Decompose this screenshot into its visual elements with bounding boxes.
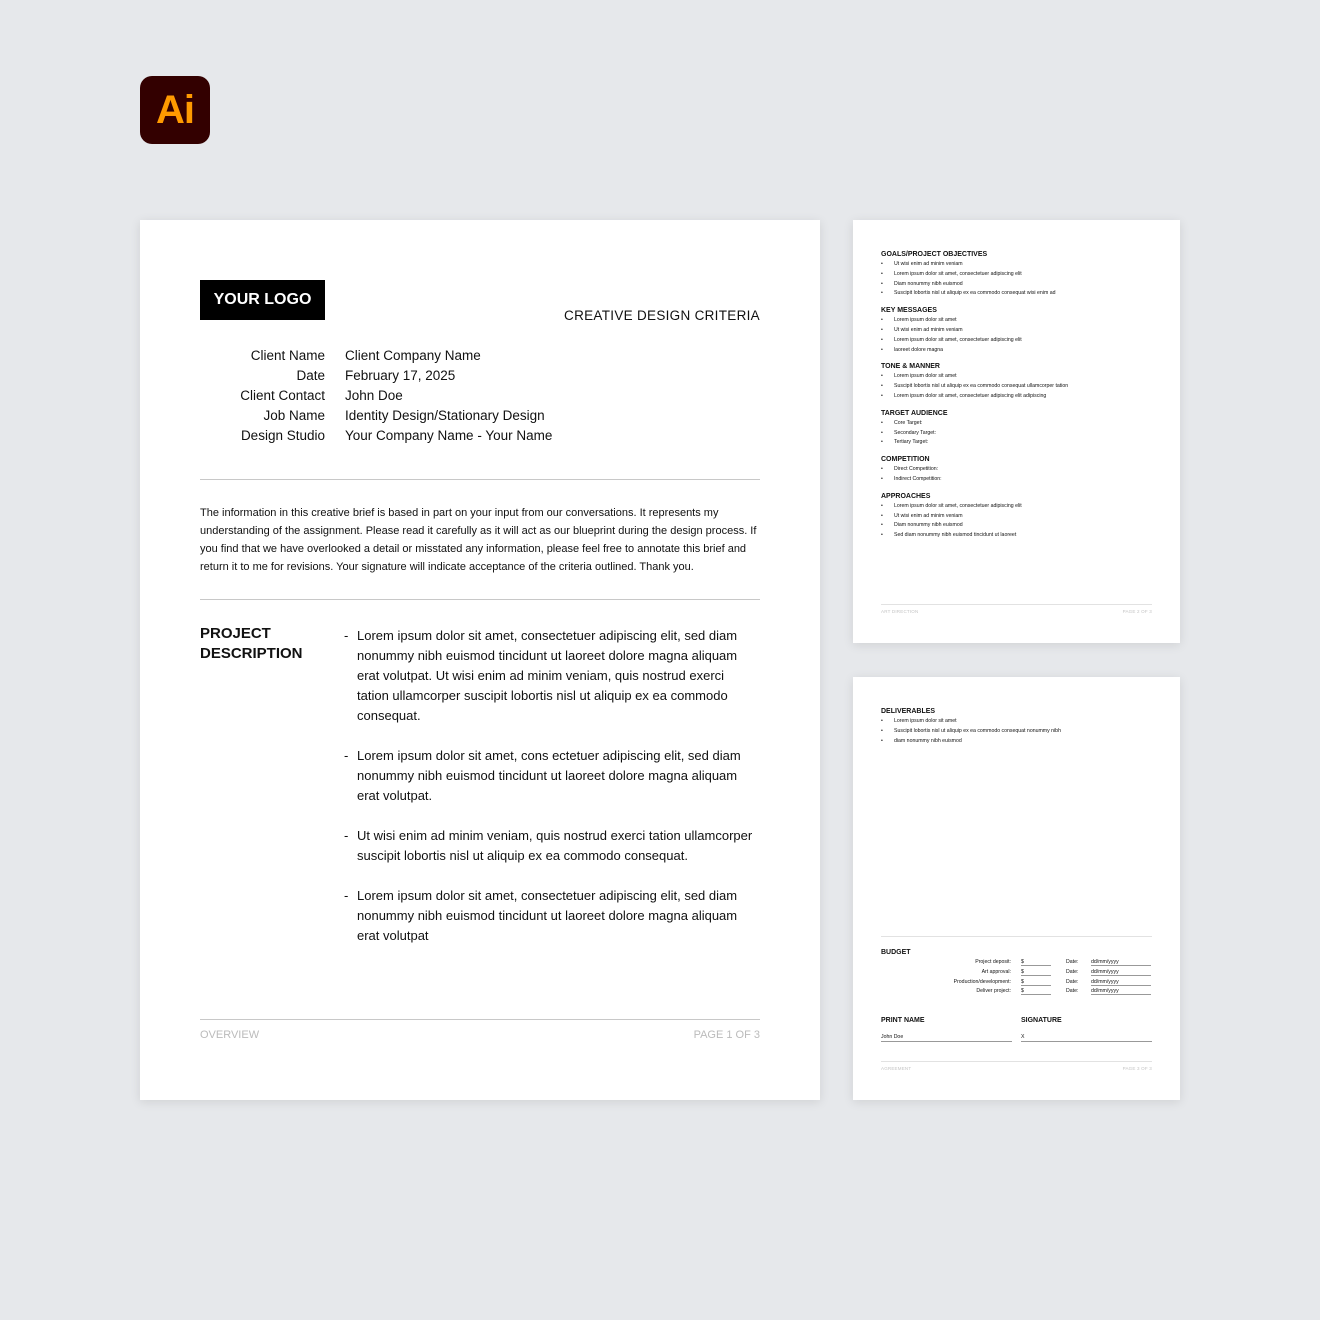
budget-date-label: Date: xyxy=(1066,959,1079,965)
info-label: Job Name xyxy=(263,408,325,423)
budget-date-label: Date: xyxy=(1066,988,1079,995)
section-key-messages xyxy=(881,306,1156,355)
signature-field[interactable]: X xyxy=(1021,1033,1152,1042)
budget-row xyxy=(881,968,1151,978)
list-item: • Secondary Target: xyxy=(881,429,1156,439)
bullet-list xyxy=(881,260,1156,299)
info-row-job-name xyxy=(200,406,552,426)
bullet-list xyxy=(881,316,1156,355)
budget-label: Deliver project: xyxy=(976,988,1011,995)
list-item: - Ut wisi enim ad minim veniam, quis nostrud exerci tation ullamcorper suscipit lobortis nisl ut aliquip ex ea commodo consequat. xyxy=(344,826,756,866)
list-item: • Lorem ipsum dolor sit amet, consectetuer adipiscing elit adipiscing xyxy=(881,392,1156,402)
page-3-agreement xyxy=(853,677,1180,1100)
info-row-design-studio xyxy=(200,426,552,446)
divider xyxy=(200,479,760,480)
divider xyxy=(881,1061,1152,1062)
footer-page-number: PAGE 1 OF 3 xyxy=(693,1029,760,1041)
print-name-heading: PRINT NAME xyxy=(881,1017,925,1024)
info-label: Client Name xyxy=(250,348,325,363)
list-item: • Ut wisi enim ad minim veniam xyxy=(881,512,1156,522)
section-heading: TONE & MANNER xyxy=(881,363,940,371)
list-item: • Lorem ipsum dolor sit amet, consectetuer adipiscing elit xyxy=(881,270,1156,280)
budget-date-label: Date: xyxy=(1066,968,1079,975)
logo-placeholder xyxy=(200,280,325,320)
signature-heading: SIGNATURE xyxy=(1021,1017,1062,1024)
section-heading: TARGET AUDIENCE xyxy=(881,409,948,417)
list-item: - Lorem ipsum dolor sit amet, cons ectetuer adipiscing elit, sed diam nonummy nibh euismod tincidunt ut laoreet dolore magna aliquam erat volutpat. xyxy=(344,746,756,806)
budget-date-field[interactable]: dd/mm/yyyy xyxy=(1091,958,1151,966)
list-item: • Lorem ipsum dolor sit amet, consectetuer adipiscing elit xyxy=(881,336,1156,346)
section-heading: APPROACHES xyxy=(881,492,931,500)
page-footer xyxy=(200,1029,760,1041)
list-item: • Suscipit lobortis nisl ut aliquip ex ea commodo consequat nonummy nibh xyxy=(881,727,1156,737)
info-label: Date xyxy=(296,368,325,383)
list-item: - Lorem ipsum dolor sit amet, consectetuer adipiscing elit, sed diam nonummy nibh euismod tincidunt ut laoreet dolore magna aliquam erat volutpat xyxy=(344,886,756,946)
page-footer xyxy=(881,609,1152,614)
budget-heading: BUDGET xyxy=(881,949,911,956)
section-title-project-description: PROJECT DESCRIPTION xyxy=(200,625,303,662)
budget-date-field[interactable]: dd/mm/yyyy xyxy=(1091,987,1151,995)
section-tone-manner xyxy=(881,362,1156,401)
footer-section-label: ART DIRECTION xyxy=(881,609,919,614)
list-item: - Lorem ipsum dolor sit amet, consectetuer adipiscing elit, sed diam nonummy nibh euismod tincidunt ut laoreet dolore magna aliquam erat volutpat. Ut wisi enim ad minim veniam, quis nostrud exerci tation ullamcorper suscipit lobortis nisl ut aliquip ex ea commodo consequat. xyxy=(344,626,756,726)
info-value: Client Company Name xyxy=(345,348,481,363)
info-value: John Doe xyxy=(345,388,403,403)
budget-label: Art approval: xyxy=(981,968,1011,975)
list-item: • Tertiary Target: xyxy=(881,438,1156,448)
bullet-list xyxy=(881,717,1156,746)
info-label: Design Studio xyxy=(240,428,325,443)
budget-amount-field[interactable]: $ xyxy=(1021,978,1051,986)
client-info-block xyxy=(200,346,552,446)
bullet-list xyxy=(881,419,1156,448)
art-direction-content xyxy=(881,250,1156,548)
divider xyxy=(200,599,760,600)
footer-section-label: OVERVIEW xyxy=(200,1029,260,1041)
list-item: • Ut wisi enim ad minim veniam xyxy=(881,260,1156,270)
list-item: • laoreet dolore magna xyxy=(881,346,1156,356)
list-item: • Diam nonummy nibh euismod xyxy=(881,521,1156,531)
budget-amount-field[interactable]: $ xyxy=(1021,968,1051,976)
app-badge-label: Ai xyxy=(156,87,194,132)
section-heading: GOALS/PROJECT OBJECTIVES xyxy=(881,251,988,258)
list-item: • Indirect Competition: xyxy=(881,475,1156,485)
list-item: • Lorem ipsum dolor sit amet xyxy=(881,316,1156,326)
budget-row xyxy=(881,958,1151,968)
list-item: • Lorem ipsum dolor sit amet xyxy=(881,372,1156,382)
list-item: • Core Target: xyxy=(881,419,1156,429)
info-row-date xyxy=(200,366,552,386)
info-row-client-contact xyxy=(200,386,552,406)
list-item: • Diam nonummy nibh euismod xyxy=(881,280,1156,290)
list-item: • Sed diam nonummy nibh euismod tincidunt ut laoreet xyxy=(881,531,1156,541)
document-title: CREATIVE DESIGN CRITERIA xyxy=(564,308,760,323)
list-item: • Ut wisi enim ad minim veniam xyxy=(881,326,1156,336)
list-item: • Suscipit lobortis nisl ut aliquip ex ea commodo consequat ullamcorper tation xyxy=(881,382,1156,392)
budget-label: Production/development: xyxy=(953,978,1011,985)
list-item: • Lorem ipsum dolor sit amet, consectetuer adipiscing elit xyxy=(881,502,1156,512)
page-1-overview xyxy=(140,220,820,1100)
footer-section-label: AGREEMENT xyxy=(881,1066,912,1071)
section-heading: KEY MESSAGES xyxy=(881,307,937,315)
info-value: Identity Design/Stationary Design xyxy=(345,408,545,423)
section-competition xyxy=(881,455,1156,485)
info-value: February 17, 2025 xyxy=(345,368,456,383)
budget-date-field[interactable]: dd/mm/yyyy xyxy=(1091,978,1151,986)
section-heading: COMPETITION xyxy=(881,456,930,464)
page-2-art-direction xyxy=(853,220,1180,643)
footer-page-number: PAGE 2 OF 3 xyxy=(1122,609,1152,614)
bullet-list xyxy=(881,465,1156,485)
adobe-illustrator-icon xyxy=(140,76,210,144)
section-deliverables xyxy=(881,707,1156,746)
budget-row xyxy=(881,987,1151,997)
section-target-audience xyxy=(881,409,1156,448)
budget-date-label: Date: xyxy=(1066,978,1079,985)
list-item: • Suscipit lobortis nisl ut aliquip ex ea commodo consequat wisi enim ad xyxy=(881,289,1156,299)
page-footer xyxy=(881,1066,1152,1071)
list-item: • diam nonummy nibh euismod xyxy=(881,737,1156,747)
budget-amount-field[interactable]: $ xyxy=(1021,987,1051,995)
intro-paragraph: The information in this creative brief is based in part on your input from our conversations. It represents my understanding of the assignment. Please read it carefully as it will act as our blueprint during the design process. If you find that we have overlooked a detail or misstated any information, please feel free to annotate this brief and return it to me for revisions. Your signature will indicate acceptance of the criteria outlined. Thank you. xyxy=(200,507,757,573)
budget-table xyxy=(881,958,1151,997)
info-row-client-name xyxy=(200,346,552,366)
divider xyxy=(881,936,1152,937)
budget-amount-field[interactable]: $ xyxy=(1021,958,1051,966)
print-name-field[interactable]: John Doe xyxy=(881,1033,1012,1042)
budget-row xyxy=(881,978,1151,988)
bullet-list xyxy=(881,502,1156,541)
section-goals xyxy=(881,250,1156,299)
budget-label: Project deposit: xyxy=(975,959,1011,965)
list-item: • Lorem ipsum dolor sit amet xyxy=(881,717,1156,727)
budget-date-field[interactable]: dd/mm/yyyy xyxy=(1091,968,1151,976)
footer-page-number: PAGE 3 OF 3 xyxy=(1122,1066,1152,1071)
divider xyxy=(200,1019,760,1020)
logo-text: YOUR LOGO xyxy=(213,291,312,308)
project-description-list xyxy=(344,626,756,966)
info-label: Client Contact xyxy=(240,388,325,403)
info-value: Your Company Name - Your Name xyxy=(345,428,553,443)
section-approaches xyxy=(881,492,1156,541)
list-item: • Direct Competition: xyxy=(881,465,1156,475)
bullet-list xyxy=(881,372,1156,401)
section-heading: DELIVERABLES xyxy=(881,708,936,715)
deliverables-content xyxy=(881,707,1156,753)
divider xyxy=(881,604,1152,605)
